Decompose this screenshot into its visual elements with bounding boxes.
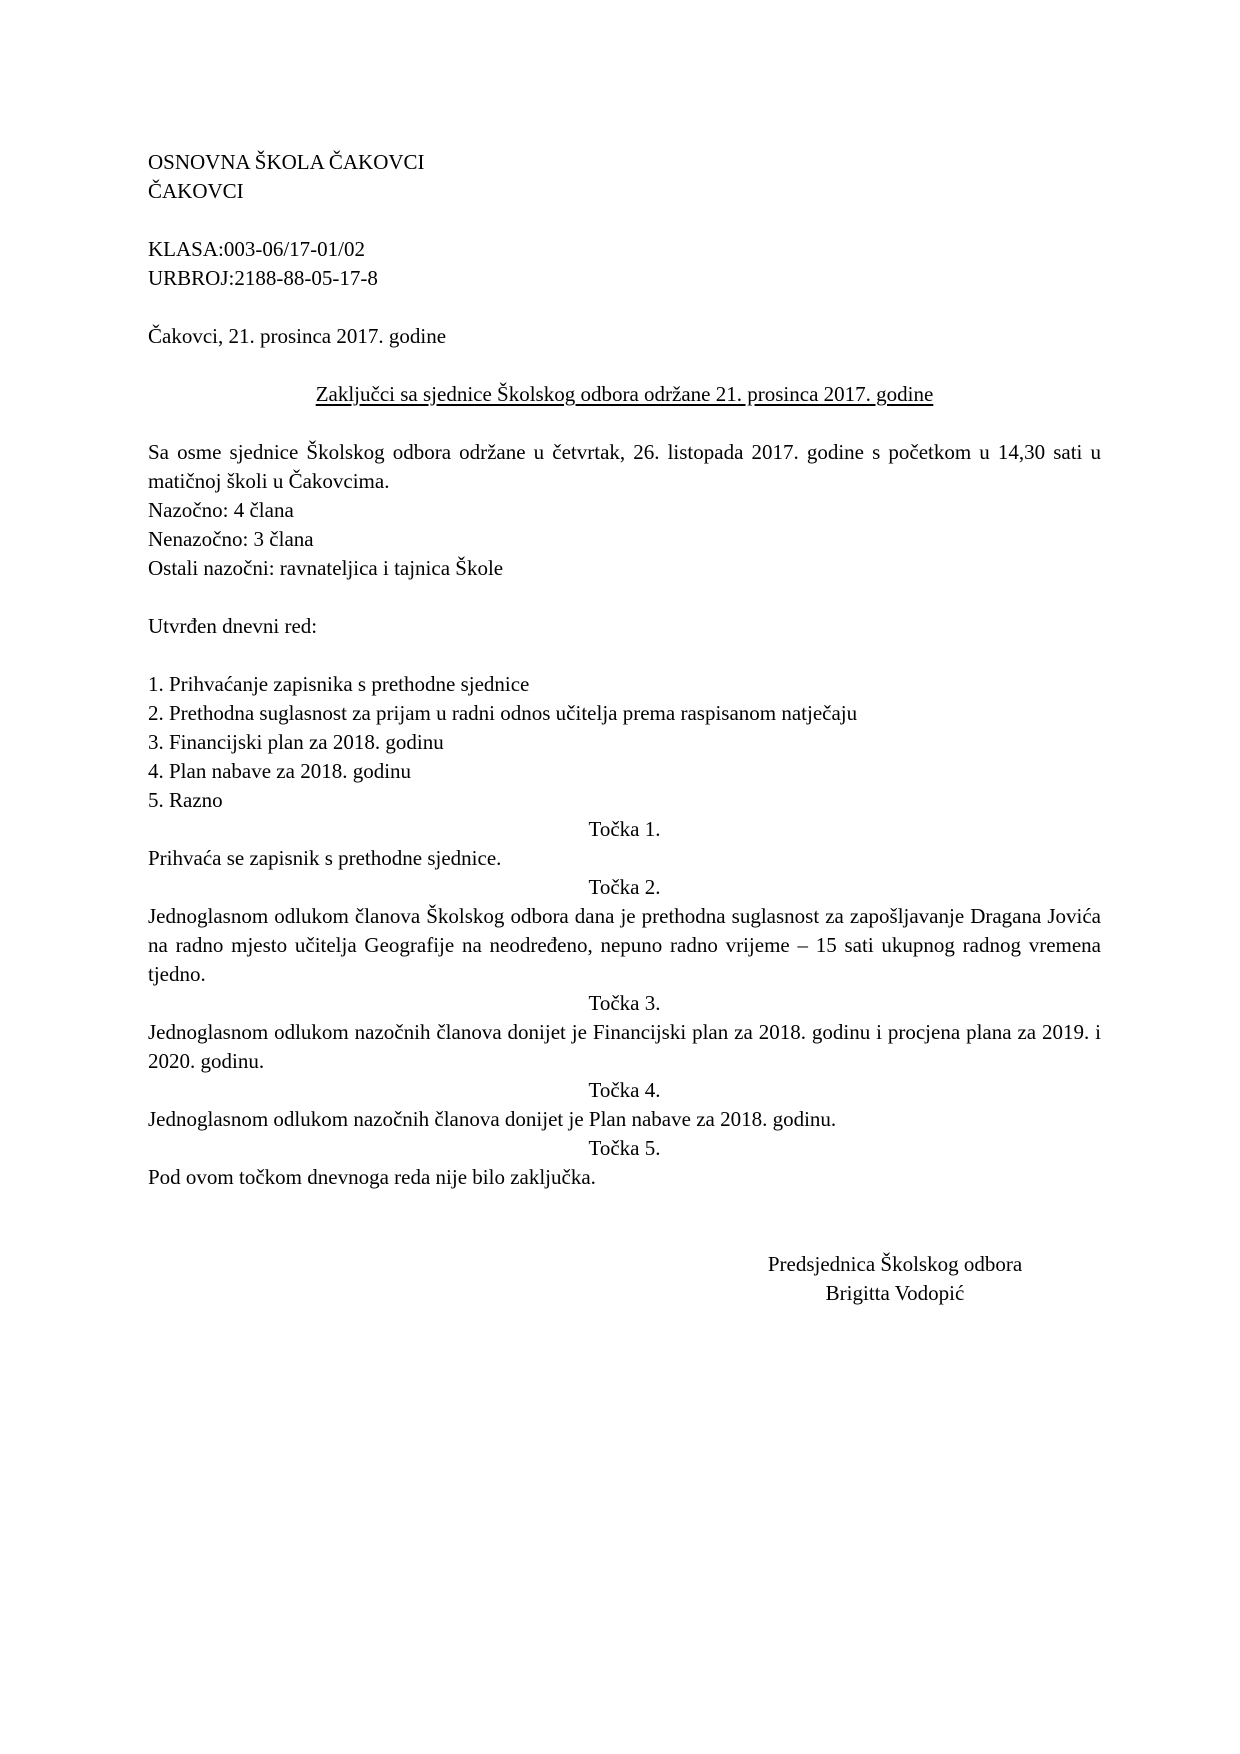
point-heading: Točka 4.	[588, 1078, 661, 1102]
point-heading: Točka 2.	[588, 875, 661, 899]
agenda-item: 5. Razno	[148, 788, 223, 812]
signature-block	[148, 1250, 1101, 1308]
point-section	[148, 1076, 1101, 1134]
point-section	[148, 873, 1101, 989]
agenda-list	[148, 670, 1101, 815]
absent-count: Nenazočno: 3 člana	[148, 527, 314, 551]
urbroj-number: URBROJ:2188-88-05-17-8	[148, 266, 378, 290]
point-text: Jednoglasnom odlukom nazočnih članova donijet je Plan nabave za 2018. godinu.	[148, 1107, 837, 1131]
others-present: Ostali nazočni: ravnateljica i tajnica Škole	[148, 556, 504, 580]
point-section	[148, 1134, 1101, 1192]
intro-paragraph: Sa osme sjednice Školskog odbora održane u četvrtak, 26. listopada 2017. godine s početkom u 14,30 sati u matičnoj školi u Čakovcima.	[148, 440, 1101, 493]
point-heading: Točka 3.	[588, 991, 661, 1015]
klasa-number: KLASA:003-06/17-01/02	[148, 237, 365, 261]
point-text: Pod ovom točkom dnevnoga reda nije bilo zaključka.	[148, 1165, 596, 1189]
point-text: Prihvaća se zapisnik s prethodne sjednice.	[148, 846, 502, 870]
place-date: Čakovci, 21. prosinca 2017. godine	[148, 324, 447, 348]
point-section	[148, 815, 1101, 873]
agenda-item: 4. Plan nabave za 2018. godinu	[148, 759, 412, 783]
point-text: Jednoglasnom odlukom nazočnih članova donijet je Financijski plan za 2018. godinu i procjena plana za 2019. i 2020. godinu.	[148, 1020, 1101, 1073]
document-body	[148, 148, 1101, 1308]
present-count: Nazočno: 4 člana	[148, 498, 294, 522]
school-city: ČAKOVCI	[148, 179, 244, 203]
school-name: OSNOVNA ŠKOLA ČAKOVCI	[148, 150, 425, 174]
signature-role: Predsjednica Školskog odbora	[767, 1252, 1023, 1276]
agenda-item: 3. Financijski plan za 2018. godinu	[148, 730, 444, 754]
document-title-wrapper	[148, 380, 1101, 409]
agenda-item: 1. Prihvaćanje zapisnika s prethodne sjednice	[148, 672, 530, 696]
point-section	[148, 989, 1101, 1076]
agenda-heading: Utvrđen dnevni red:	[148, 614, 318, 638]
document-title: Zaključci sa sjednice Školskog odbora održane 21. prosinca 2017. godine	[315, 382, 934, 406]
point-heading: Točka 5.	[588, 1136, 661, 1160]
agenda-item: 2. Prethodna suglasnost za prijam u radni odnos učitelja prema raspisanom natječaju	[148, 701, 858, 725]
point-text: Jednoglasnom odlukom članova Školskog odbora dana je prethodna suglasnost za zapošljavanje Dragana Jovića na radno mjesto učitelja Geografije na neodređeno, nepuno radno vrijeme – 15 sati ukupnog radnog vremena tjedno.	[148, 904, 1101, 986]
signature-name: Brigitta Vodopić	[825, 1281, 965, 1305]
point-heading: Točka 1.	[588, 817, 661, 841]
